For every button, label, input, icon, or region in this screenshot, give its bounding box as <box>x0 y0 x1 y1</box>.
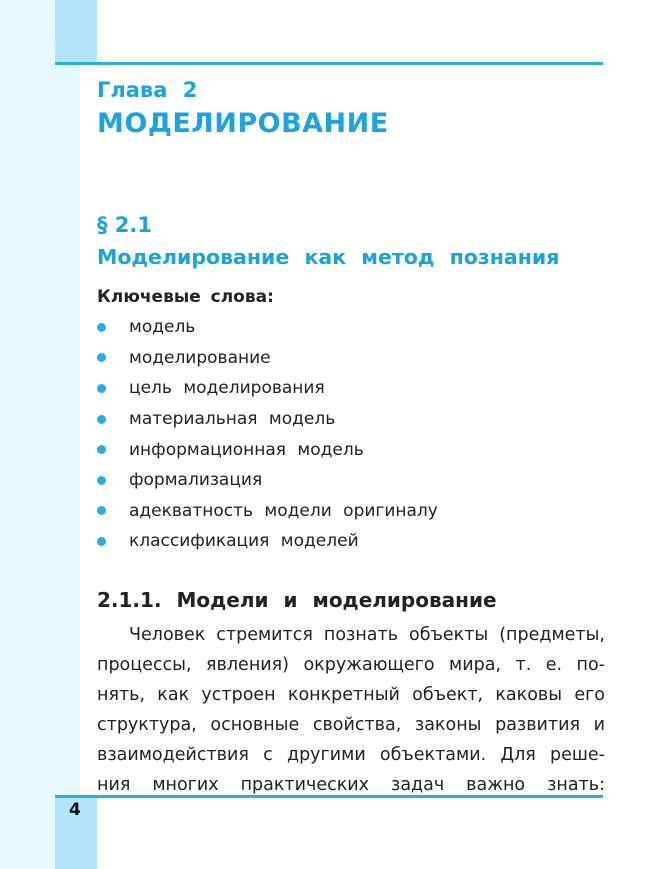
list-item <box>97 404 438 435</box>
chapter-label: Глава 2 <box>97 78 198 102</box>
keyword: модель <box>129 317 196 338</box>
bullet-icon <box>97 353 106 362</box>
body-paragraph <box>97 620 605 800</box>
list-item <box>97 343 438 374</box>
list-item <box>97 312 438 343</box>
margin-band <box>0 0 80 869</box>
keyword: классификация моделей <box>129 531 359 552</box>
bullet-icon <box>97 415 106 424</box>
keywords-list <box>97 312 438 557</box>
text-line: структура, основные свойства, законы развития и <box>97 715 605 735</box>
bullet-icon <box>97 384 106 393</box>
bullet-icon <box>97 476 106 485</box>
keyword: адекватность модели оригиналу <box>129 500 438 521</box>
text-line: Человек стремится познать объекты (предметы, <box>129 625 605 645</box>
top-tab <box>55 0 97 63</box>
list-item <box>97 526 438 557</box>
list-item <box>97 434 438 465</box>
keyword: информационная модель <box>129 439 364 460</box>
bullet-icon <box>97 537 106 546</box>
keyword: материальная модель <box>129 409 336 430</box>
list-item <box>97 465 438 496</box>
keyword: моделирование <box>129 347 271 368</box>
keywords-label: Ключевые слова: <box>97 287 274 307</box>
top-rule <box>55 62 603 65</box>
text-line: нять, как устроен конкретный объект, каковы его <box>97 685 605 705</box>
section-title: Моделирование как метод познания <box>97 245 560 269</box>
keyword: формализация <box>129 470 263 491</box>
section-number: § 2.1 <box>97 213 153 237</box>
chapter-title: МОДЕЛИРОВАНИЕ <box>97 108 389 139</box>
bullet-icon <box>97 445 106 454</box>
list-item <box>97 496 438 527</box>
keyword: цель моделирования <box>129 378 325 399</box>
list-item <box>97 373 438 404</box>
bullet-icon <box>97 506 106 515</box>
text-line: взаимодействия с другими объектами. Для реше- <box>97 745 605 765</box>
text-line: ния многих практических задач важно знать: <box>97 775 605 795</box>
page-number: 4 <box>69 800 81 820</box>
text-line: процессы, явления) окружающего мира, т. е. по- <box>97 655 605 675</box>
subsection-title: 2.1.1. Модели и моделирование <box>97 588 497 612</box>
bullet-icon <box>97 323 106 332</box>
